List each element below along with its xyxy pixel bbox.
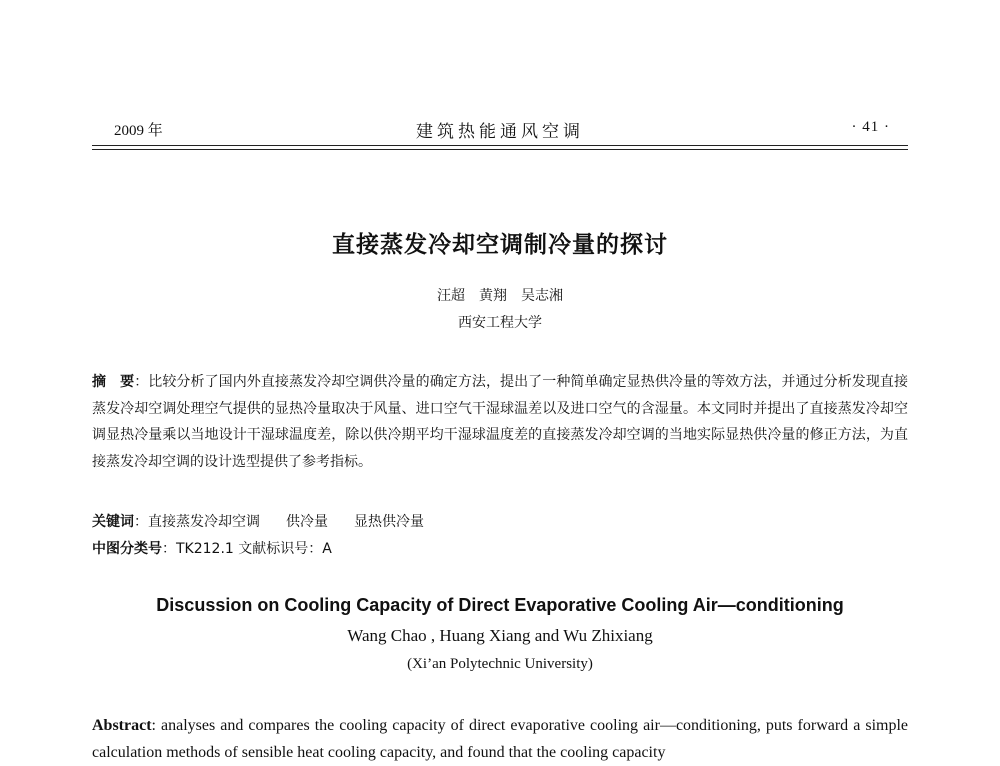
affiliation-cn: 西安工程大学 xyxy=(458,315,542,331)
abstract-en-text: : analyses and compares the cooling capacity of direct evaporative cooling air—conditioning, puts forward a simple calculation methods of sensible heat cooling capacity, and found that the cooling capacity xyxy=(92,717,908,761)
header-journal-name: 建筑热能通风空调 xyxy=(416,122,584,142)
keyword-item: ：直接蒸发冷却空调 xyxy=(134,514,260,530)
keyword-item: 显热供冷量 xyxy=(354,514,424,530)
header-page-number: · 41 · xyxy=(851,119,890,135)
abstract-cn-text: ：比较分析了国内外直接蒸发冷却空调供冷量的确定方法，提出了一种简单确定显热供冷量的等效方法，并通过分析发现直接蒸发冷却空调处理空气提供的显热冷量取决于风量、进口空气干湿球温差以及进口空气的含湿量。本文同时并提出了直接蒸发冷却空调显热冷量乘以当地设计干湿球温度差，除以供冷期平均干湿球温度差的直接蒸发冷却空调的当地实际显热供冷量的修正方法，为直接蒸发冷却空调的设计选型提供了参考指标。 xyxy=(92,374,909,470)
paper-title-en: Discussion on Cooling Capacity of Direct Evaporative Cooling Air—conditioning xyxy=(156,595,844,615)
authors-cn: 汪超 黄翔 吴志湘 xyxy=(437,288,563,304)
header-rule-top xyxy=(92,145,908,146)
header-rule-bottom xyxy=(92,149,908,150)
keywords-line xyxy=(92,511,450,531)
abstract-cn-label: 摘 要 xyxy=(92,374,135,390)
paper-title-cn: 直接蒸发冷却空调制冷量的探讨 xyxy=(332,232,668,258)
classification-text: ：TK212.1 文献标识号：A xyxy=(162,541,332,557)
authors-en: Wang Chao , Huang Xiang and Wu Zhixiang xyxy=(347,626,653,645)
keyword-item: 供冷量 xyxy=(286,514,328,530)
abstract-en-label: Abstract xyxy=(92,717,152,734)
classification-line xyxy=(92,538,332,558)
affiliation-en: (Xi’an Polytechnic University) xyxy=(407,656,593,672)
abstract-cn xyxy=(92,369,908,475)
classification-label: 中图分类号 xyxy=(92,541,162,557)
header-year: 2009 年 xyxy=(114,123,163,139)
keywords-label: 关键词 xyxy=(92,514,134,530)
abstract-en xyxy=(92,712,908,766)
running-header xyxy=(92,117,908,143)
